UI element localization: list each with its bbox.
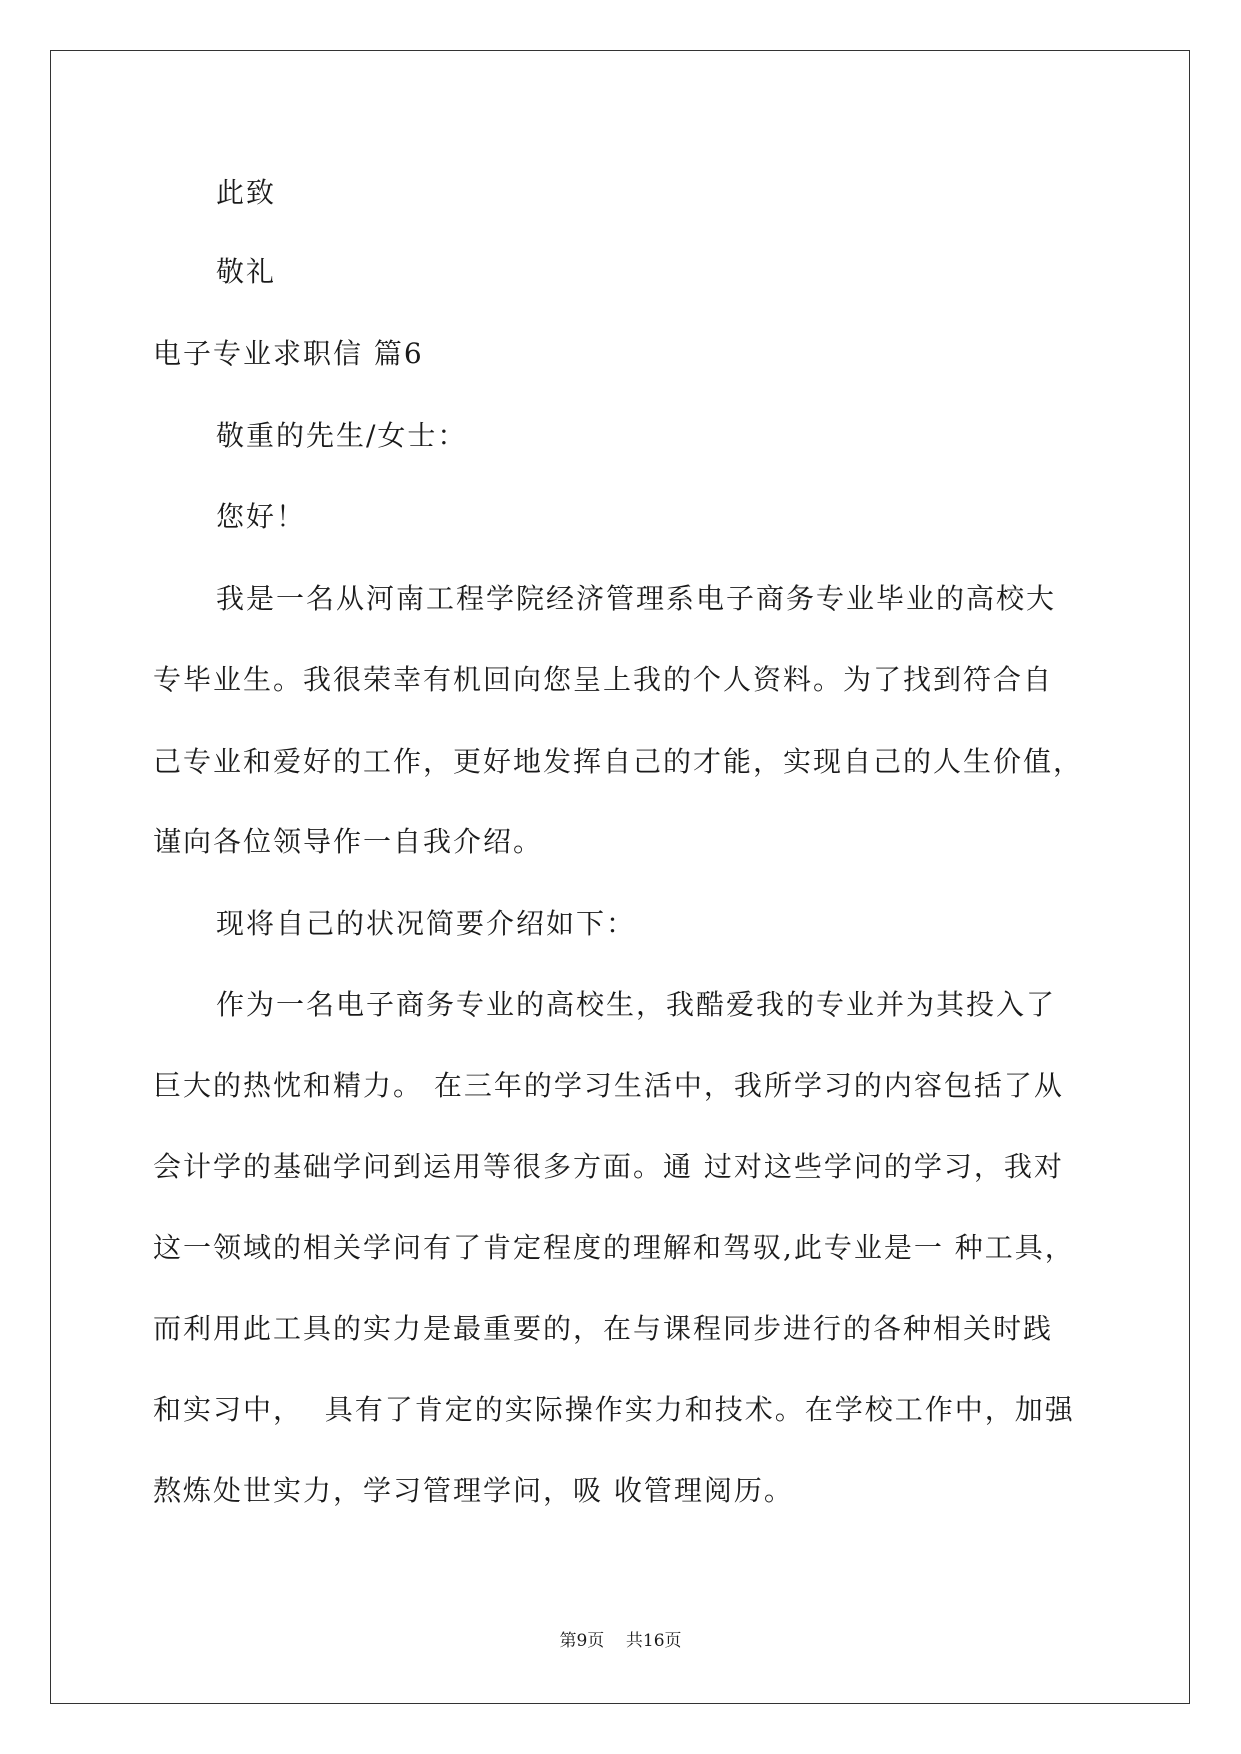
paragraph-line: 巨大的热忱和精力。 在三年的学习生活中，我所学习的内容包括了从 (153, 1069, 1064, 1102)
greeting: 您好！ (216, 500, 307, 533)
paragraph-line: 熬炼处世实力，学习管理学问，吸 收管理阅历。 (153, 1474, 794, 1507)
closing-line: 此致 (216, 176, 277, 209)
paragraph-line: 我是一名从河南工程学院经济管理系电子商务专业毕业的高校大 (216, 582, 1057, 615)
paragraph-line: 而利用此工具的实力是最重要的，在与课程同步进行的各种相关时践 (153, 1312, 1054, 1345)
closing-line: 敬礼 (216, 255, 277, 288)
salutation: 敬重的先生/女士： (216, 419, 468, 452)
paragraph-line: 专毕业生。我很荣幸有机回向您呈上我的个人资料。为了找到符合自 (153, 663, 1054, 696)
paragraph-line: 作为一名电子商务专业的高校生，我酷爱我的专业并为其投入了 (216, 988, 1057, 1021)
paragraph-line: 这一领域的相关学问有了肯定程度的理解和驾驭,此专业是一 种工具， (153, 1231, 1075, 1264)
paragraph-line: 和实习中， 具有了肯定的实际操作实力和技术。在学校工作中，加强 (153, 1393, 1075, 1426)
page-number-footer: 第9页 共16页 (559, 1631, 682, 1651)
paragraph-line: 己专业和爱好的工作，更好地发挥自己的才能，实现自己的人生价值， (153, 745, 1084, 778)
page-border (50, 50, 1190, 1704)
paragraph-line: 谨向各位领导作一自我介绍。 (153, 825, 544, 858)
paragraph-line: 会计学的基础学问到运用等很多方面。通 过对这些学问的学习，我对 (153, 1150, 1064, 1183)
paragraph-line: 现将自己的状况简要介绍如下： (216, 907, 637, 940)
section-heading: 电子专业求职信 篇6 (153, 337, 424, 370)
